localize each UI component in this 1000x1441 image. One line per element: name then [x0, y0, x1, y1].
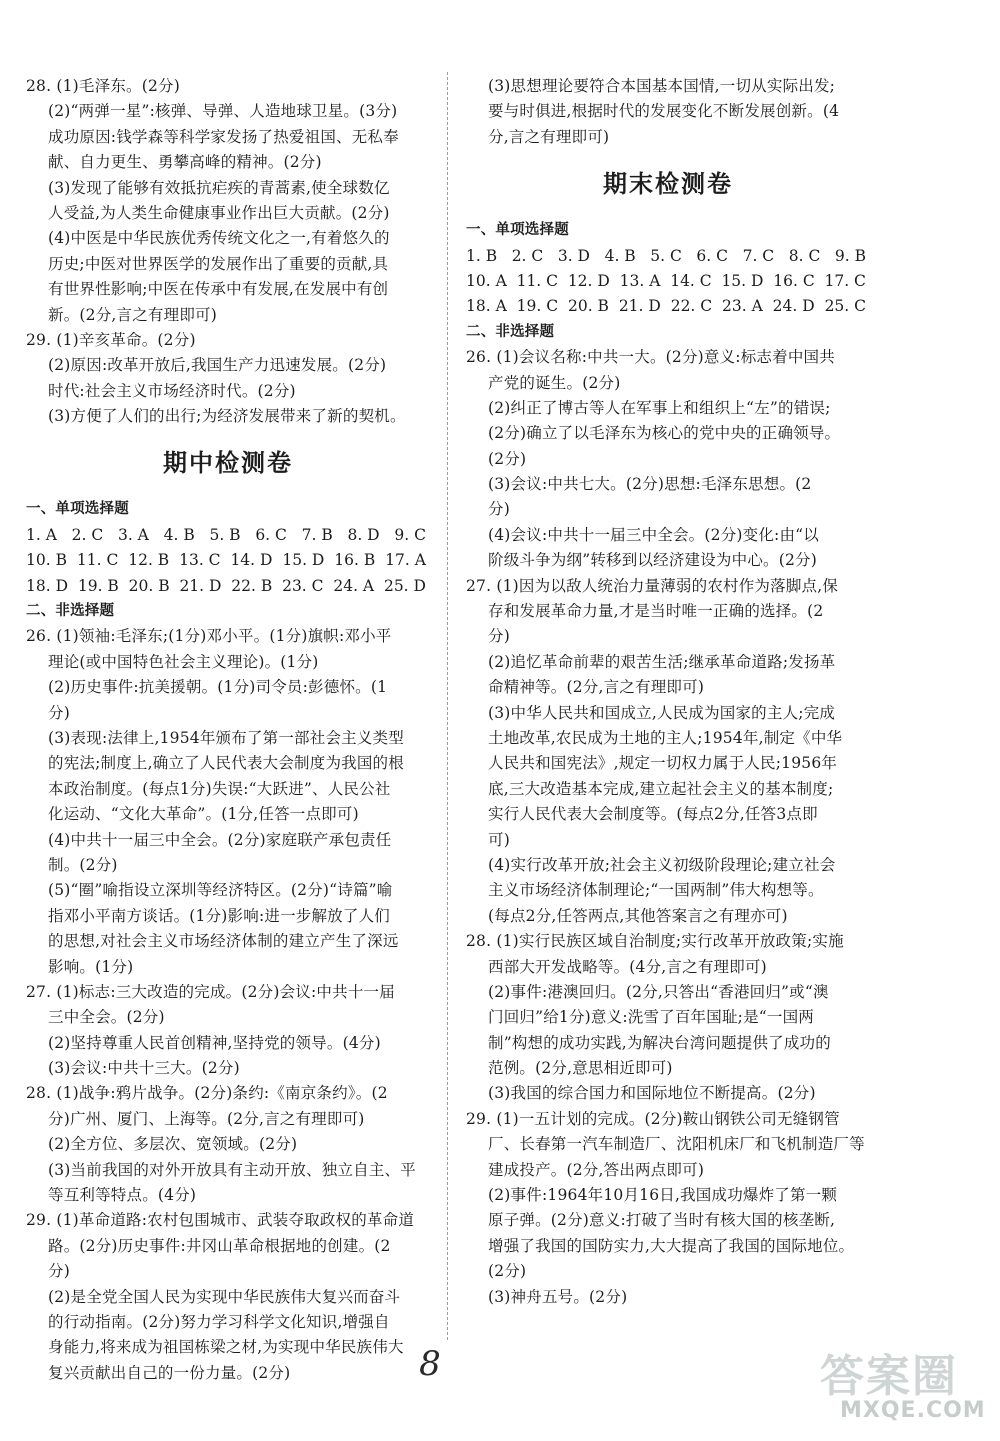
answer-line: (4)中医是中华民族优秀传统文化之一,有着悠久的 [48, 229, 390, 248]
answer-line: 分)广州、厦门、上海等。(2分,言之有理即可) [48, 1109, 365, 1128]
answer-line: 的思想,对社会主义市场经济体制的建立产生了深远 [48, 932, 399, 951]
answer-line: (2)事件:港澳回归。(2分,只答出“香港回归”或“澳 [488, 982, 829, 1001]
section-heading: 二、非选择题 [466, 323, 555, 340]
question-line: 28. (1)毛泽东。(2分) [26, 77, 180, 95]
choice-answer: 2. C [511, 246, 544, 265]
choice-answer: 9. C [394, 525, 426, 544]
answer-line: 复兴贡献出自己的一份力量。(2分) [48, 1363, 291, 1382]
choice-answer: 8. C [788, 246, 821, 265]
answer-line: 产党的诞生。(2分) [488, 373, 621, 392]
choice-answer: 13. A [619, 271, 661, 290]
answer-line: 身能力,将来成为祖国栋梁之材,为实现中华民族伟大 [48, 1338, 404, 1357]
answer-line: 分) [48, 703, 70, 722]
choice-answer: 12. D [567, 271, 610, 290]
answer-line: (2)全方位、多层次、宽领域。(2分) [48, 1135, 298, 1154]
right-column [466, 74, 870, 1310]
question-line: 26. (1)会议名称:中共一大。(2分)意义:标志着中国共 [466, 348, 835, 367]
answer-line: (3)表现:法律上,1954年颁布了第一部社会主义类型 [48, 728, 404, 747]
choice-answer-row [26, 523, 430, 548]
choice-answer: 4. B [604, 246, 636, 265]
choice-answer: 17. C [824, 271, 866, 290]
answer-line: 三中全会。(2分) [48, 1008, 165, 1027]
answer-line: (3)当前我国的对外开放具有主动开放、独立自主、平 [48, 1160, 416, 1179]
choice-answer: 5. B [209, 525, 241, 544]
choice-answer: 24. A [333, 576, 375, 595]
choice-answer: 6. C [255, 525, 287, 544]
choice-answer: 21. D [179, 576, 222, 595]
choice-answer-row [26, 574, 430, 599]
watermark-url: MXQE.COM [840, 1398, 986, 1423]
left-column [26, 74, 430, 1386]
choice-answer: 14. C [670, 271, 712, 290]
answer-line: (2)历史事件:抗美援朝。(1分)司令员:彭德怀。(1 [48, 678, 388, 697]
answer-line: 分) [488, 627, 510, 646]
answer-line: (3)方便了人们的出行;为经济发展带来了新的契机。 [48, 407, 406, 426]
answer-line: (2)“两弹一星”:核弹、导弹、人造地球卫星。(3分) [48, 102, 398, 121]
answer-line: 分) [48, 1262, 70, 1281]
answer-line: (3)神舟五号。(2分) [488, 1287, 628, 1306]
answer-line: 要与时俱进,根据时代的发展变化不断发展创新。(4 [488, 102, 840, 121]
answer-line: 主义市场经济体制理论;“一国两制”伟大构想等。 [488, 881, 824, 900]
choice-answer: 7. B [301, 525, 333, 544]
answer-line: 存和发展革命力量,才是当时唯一正确的选择。(2 [488, 602, 824, 621]
choice-answer-row [466, 294, 870, 319]
answer-line: (2)原因:改革开放后,我国生产力迅速发展。(2分) [48, 356, 387, 375]
answer-line: 分) [488, 500, 510, 519]
answer-line: 新。(2分,言之有理即可) [48, 305, 217, 324]
choice-answer: 19. C [516, 297, 559, 316]
choice-answer: 18. D [26, 576, 69, 595]
choice-answer: 7. C [742, 246, 775, 265]
choice-answer: 16. C [773, 271, 815, 290]
choice-answer: 25. D [383, 576, 426, 595]
answer-line: 原子弹。(2分)意义:打破了当时有核大国的核垄断, [488, 1211, 836, 1230]
answer-line: 土地改革,农民成为土地的主人;1954年,制定《中华 [488, 728, 843, 747]
choice-answer: 21. D [618, 297, 661, 316]
section-title: 期末检测卷 [603, 170, 733, 199]
choice-answer: 9. B [834, 246, 866, 265]
answer-line: 增强了我国的国防实力,大大提高了我国的国际地位。 [488, 1236, 855, 1255]
answer-line: 等互利等特点。(4分) [48, 1186, 197, 1205]
section-title: 期中检测卷 [163, 449, 293, 478]
choice-answer: 3. A [117, 525, 149, 544]
choice-answer: 23. C [282, 576, 324, 595]
column-divider [447, 72, 448, 1340]
answer-line: (3)发现了能够有效抵抗疟疾的青蒿素,使全球数亿 [48, 178, 390, 197]
choice-answer: 20. B [567, 297, 609, 316]
answer-line: (5)“圈”喻指设立深圳等经济特区。(2分)“诗篇”喻 [48, 881, 393, 900]
choice-answer: 16. B [334, 551, 376, 570]
answer-line: 制。(2分) [48, 855, 118, 874]
answer-line: 路。(2分)历史事件:井冈山革命根据地的创建。(2 [48, 1236, 391, 1255]
choice-answer: 3. D [557, 246, 590, 265]
choice-answer: 24. D [772, 297, 815, 316]
section-heading: 二、非选择题 [26, 603, 115, 620]
answer-line: (4)中共十一届三中全会。(2分)家庭联产承包责任 [48, 830, 392, 849]
answer-line: 可) [488, 830, 510, 849]
answer-line: (4)会议:中共十一届三中全会。(2分)变化:由“以 [488, 525, 819, 544]
answer-line: 门回归”给1分)意义:洗雪了百年国耻;是“一国两 [488, 1008, 815, 1027]
choice-answer: 17. A [385, 551, 426, 570]
choice-answer: 10. B [26, 551, 67, 570]
choice-answer: 1. A [26, 525, 57, 544]
answer-line: 化运动、“文化大革命”。(1分,任答一点即可) [48, 805, 359, 824]
answer-line: (3)我国的综合国力和国际地位不断提高。(2分) [488, 1084, 816, 1103]
answer-line: (4)实行改革开放;社会主义初级阶段理论;建立社会 [488, 855, 836, 874]
answer-line: (2分) [488, 449, 527, 468]
answer-line: 人民共和国宪法》,规定一切权力属于人民;1956年 [488, 754, 838, 773]
answer-line: 历史;中医对世界医学的发展作出了重要的贡献,具 [48, 254, 389, 273]
answer-line: (2分)确立了以毛泽东为核心的党中央的正确领导。 [488, 424, 841, 443]
choice-answer: 18. A [466, 297, 507, 316]
answer-line: (3)会议:中共七大。(2分)思想:毛泽东思想。(2 [488, 475, 812, 494]
answer-line: 建成投产。(2分,答出两点即可) [488, 1160, 705, 1179]
choice-answer: 5. C [650, 246, 682, 265]
answer-line: 影响。(1分) [48, 957, 134, 976]
choice-answer: 6. C [696, 246, 728, 265]
choice-answer: 2. C [71, 525, 104, 544]
choice-answer: 8. D [347, 525, 380, 544]
answer-line: (2)是全党全国人民为实现中华民族伟大复兴而奋斗 [48, 1287, 401, 1306]
answer-line: 有世界性影响;中医在传承中有发展,在发展中有创 [48, 280, 389, 299]
question-line: 29. (1)革命道路:农村包围城市、武装夺取政权的革命道 [26, 1211, 415, 1230]
answer-line: 成功原因:钱学森等科学家发扬了热爱祖国、无私奉 [48, 127, 399, 146]
question-line: 27. (1)标志:三大改造的完成。(2分)会议:中共十一届 [26, 982, 395, 1001]
choice-answer: 19. B [77, 576, 119, 595]
question-line: 26. (1)领袖:毛泽东;(1分)邓小平。(1分)旗帜:邓小平 [26, 627, 392, 646]
choice-answer-row [26, 548, 430, 573]
choice-answer: 15. D [282, 551, 325, 570]
choice-answer: 14. D [230, 551, 273, 570]
answer-line: 命精神等。(2分,言之有理即可) [488, 678, 705, 697]
answer-line: (2)事件:1964年10月16日,我国成功爆炸了第一颗 [488, 1186, 838, 1205]
choice-answer-row [466, 269, 870, 294]
answer-line: 实行人民代表大会制度等。(每点2分,任答3点即 [488, 805, 818, 824]
question-line: 28. (1)战争:鸦片战争。(2分)条约:《南京条约》。(2 [26, 1084, 388, 1103]
question-line: 28. (1)实行民族区域自治制度;实行改革开放政策;实施 [466, 932, 844, 951]
question-line: 29. (1)一五计划的完成。(2分)鞍山钢铁公司无缝钢管 [466, 1109, 840, 1128]
choice-answer: 4. B [163, 525, 195, 544]
answer-line: (2分) [488, 1262, 527, 1281]
watermark-logo [820, 1340, 996, 1438]
answer-line: 献、自力更生、勇攀高峰的精神。(2分) [48, 153, 322, 172]
answer-line: 理论(或中国特色社会主义理论)。(1分) [48, 652, 319, 671]
answer-line: 范例。(2分,意思相近即可) [488, 1059, 673, 1078]
choice-answer: 11. C [516, 271, 559, 290]
answer-line: 时代:社会主义市场经济时代。(2分) [48, 381, 296, 400]
answer-line: 厂、长春第一汽车制造厂、沈阳机床厂和飞机制造厂等 [488, 1135, 865, 1154]
answer-line: (2)坚持尊重人民首创精神,坚持党的领导。(4分) [48, 1033, 381, 1052]
answer-line: 西部大开发战略等。(4分,言之有理即可) [488, 957, 767, 976]
answer-line: 分,言之有理即可) [488, 127, 610, 146]
answer-line: 底,三大改造基本完成,建立起社会主义的基本制度; [488, 779, 834, 798]
choice-answer: 11. C [76, 551, 119, 570]
answer-line: (3)中华人民共和国成立,人民成为国家的主人;完成 [488, 703, 836, 722]
choice-answer: 25. C [824, 297, 866, 316]
choice-answer: 13. C [179, 551, 221, 570]
question-line: 27. (1)因为以敌人统治力量薄弱的农村作为落脚点,保 [466, 576, 839, 595]
answer-line: 人受益,为人类生命健康事业作出巨大贡献。(2分) [48, 203, 390, 222]
section-heading: 一、单项选择题 [26, 501, 129, 518]
answer-line: (2)追忆革命前辈的艰苦生活;继承革命道路;发扬革 [488, 652, 836, 671]
choice-answer: 10. A [466, 271, 507, 290]
answer-line: (每点2分,任答两点,其他答案言之有理亦可) [488, 906, 788, 925]
question-line: 29. (1)辛亥革命。(2分) [26, 330, 196, 349]
choice-answer: 22. C [670, 297, 713, 316]
answer-line: (3)会议:中共十三大。(2分) [48, 1059, 240, 1078]
choice-answer: 23. A [722, 297, 763, 316]
answer-line: 的宪法;制度上,确立了人民代表大会制度为我国的根 [48, 754, 404, 773]
answer-line: (2)纠正了博古等人在军事上和组织上“左”的错误; [488, 398, 831, 417]
answer-line: 的行动指南。(2分)努力学习科学文化知识,增强自 [48, 1312, 390, 1331]
choice-answer: 12. B [128, 551, 170, 570]
choice-answer: 1. B [466, 246, 498, 265]
answer-line: 制”构想的成功实践,为解决台湾问题提供了成功的 [488, 1033, 831, 1052]
section-heading: 一、单项选择题 [466, 222, 569, 239]
answer-line: 本政治制度。(每点1分)失误:“大跃进”、人民公社 [48, 779, 391, 798]
choice-answer-row [466, 244, 870, 269]
answer-line: 指邓小平南方谈话。(1分)影响:进一步解放了人们 [48, 906, 390, 925]
watermark-text: 答案圈 [820, 1351, 958, 1402]
choice-answer: 15. D [721, 271, 764, 290]
page-number: 8 [419, 1344, 441, 1384]
choice-answer: 22. B [231, 576, 273, 595]
choice-answer: 20. B [128, 576, 170, 595]
answer-line: (3)思想理论要符合本国基本国情,一切从实际出发; [488, 77, 836, 95]
answer-line: 阶级斗争为纲”转移到以经济建设为中心。(2分) [488, 551, 817, 570]
